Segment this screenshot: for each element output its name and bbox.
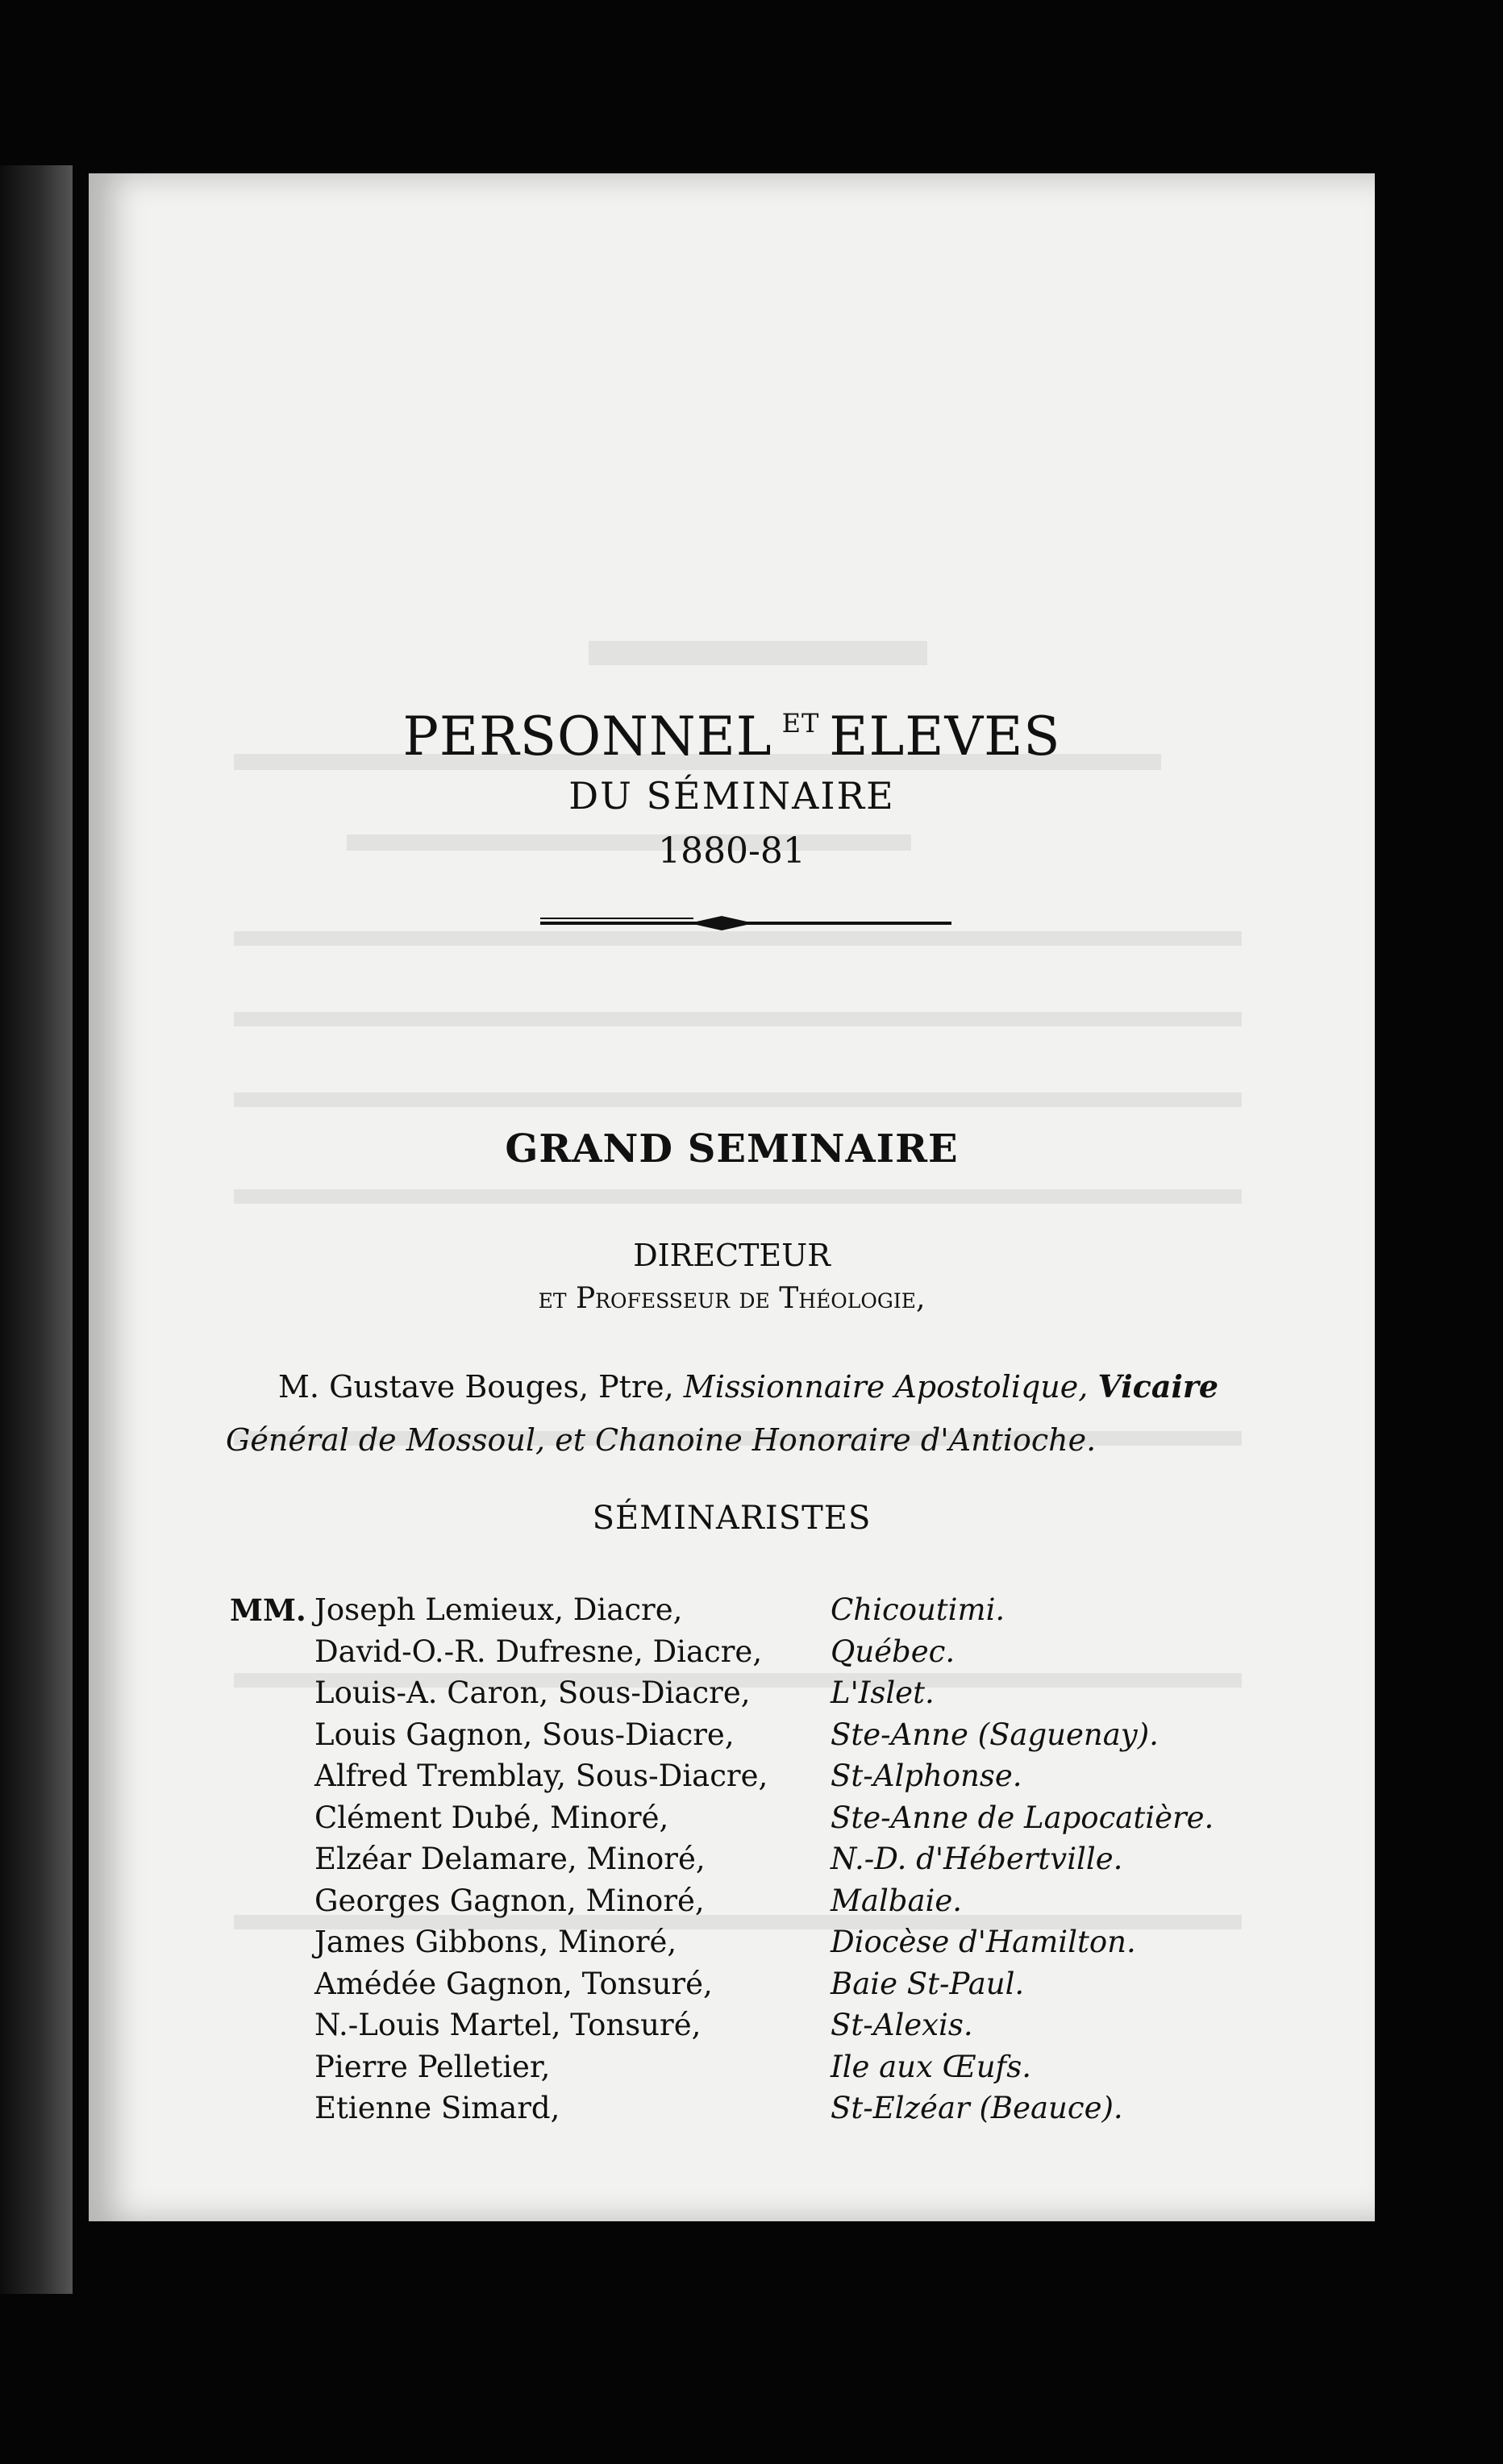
- list-item: [89, 1592, 1375, 1637]
- seminarist-place: N.-D. d'Hébertville.: [831, 1842, 1123, 1876]
- seminarist-name: Clément Dubé, Minoré,: [314, 1800, 669, 1835]
- seminarist-name: Louis-A. Caron, Sous-Diacre,: [314, 1675, 751, 1710]
- director-role-1: Missionnaire Apostolique,: [683, 1369, 1089, 1405]
- seminarist-name: Georges Gagnon, Minoré,: [314, 1883, 705, 1918]
- seminarist-name: Louis Gagnon, Sous-Diacre,: [314, 1717, 735, 1752]
- seminarist-name: N.-Louis Martel, Tonsuré,: [314, 2008, 702, 2042]
- seminarist-name: Alfred Tremblay, Sous-Diacre,: [314, 1759, 768, 1793]
- seminarist-name: Joseph Lemieux, Diacre,: [314, 1592, 683, 1627]
- seminarist-name: Amédée Gagnon, Tonsuré,: [314, 1966, 713, 2001]
- list-item: [89, 2008, 1375, 2052]
- document-page: [89, 173, 1375, 2221]
- seminarist-place: St-Alexis.: [831, 2008, 973, 2042]
- list-item: [89, 1925, 1375, 1969]
- seminarist-name: Pierre Pelletier,: [314, 2049, 551, 2084]
- seminarist-name: David-O.-R. Dufresne, Diacre,: [314, 1634, 763, 1669]
- seminarist-place: Québec.: [831, 1634, 956, 1669]
- list-item: [89, 1675, 1375, 1720]
- list-item: [89, 1967, 1375, 2011]
- ornamental-rule: [540, 914, 951, 933]
- seminarist-place: Chicoutimi.: [831, 1592, 1005, 1627]
- list-item: [89, 1883, 1375, 1928]
- seminarist-place: St-Elzéar (Beauce).: [831, 2091, 1123, 2125]
- director-role-2: Vicaire: [1097, 1368, 1219, 1405]
- adjacent-page-edge: [0, 165, 73, 2294]
- seminarist-name: James Gibbons, Minoré,: [314, 1925, 677, 1959]
- seminarist-place: L'Islet.: [831, 1675, 935, 1710]
- seminarist-place: Diocèse d'Hamilton.: [831, 1925, 1136, 1959]
- section-title: GRAND SEMINAIRE: [505, 1126, 959, 1172]
- seminarist-place: Malbaie.: [831, 1883, 963, 1918]
- list-item: [89, 1842, 1375, 1886]
- seminarist-name: Elzéar Delamare, Minoré,: [314, 1842, 706, 1876]
- list-item: [89, 1717, 1375, 1762]
- director-paragraph: [226, 1360, 1222, 1467]
- list-item: [89, 2050, 1375, 2094]
- director-name: M. Gustave Bouges, Ptre,: [278, 1369, 674, 1405]
- list-item: [89, 2091, 1375, 2135]
- list-item: [89, 1759, 1375, 1803]
- seminarist-place: Ile aux Œufs.: [831, 2049, 1031, 2084]
- title-word-et: ET: [781, 708, 820, 739]
- director-heading: DIRECTEUR: [633, 1238, 831, 1273]
- director-subheading: et Professeur de Théologie,: [538, 1282, 926, 1315]
- list-item: [89, 1800, 1375, 1845]
- document-subtitle: DU SÉMINAIRE: [568, 774, 895, 818]
- document-title: [89, 705, 1375, 768]
- director-role-3: Général de Mossoul, et Chanoine Honoraire d'Antioche.: [226, 1422, 1097, 1458]
- title-word-personnel: PERSONNEL: [402, 705, 772, 768]
- list-item: [89, 1634, 1375, 1679]
- academic-year: 1880-81: [658, 830, 806, 872]
- seminarist-place: Ste-Anne (Saguenay).: [831, 1717, 1159, 1752]
- seminarist-place: Baie St-Paul.: [831, 1966, 1025, 2001]
- seminarist-place: Ste-Anne de Lapocatière.: [831, 1800, 1214, 1835]
- seminarist-place: St-Alphonse.: [831, 1759, 1022, 1793]
- roster-prefix: MM.: [230, 1592, 306, 1628]
- seminaristes-heading: SÉMINARISTES: [592, 1500, 872, 1537]
- title-word-eleves: ELEVES: [829, 705, 1061, 768]
- seminarist-name: Etienne Simard,: [314, 2091, 560, 2125]
